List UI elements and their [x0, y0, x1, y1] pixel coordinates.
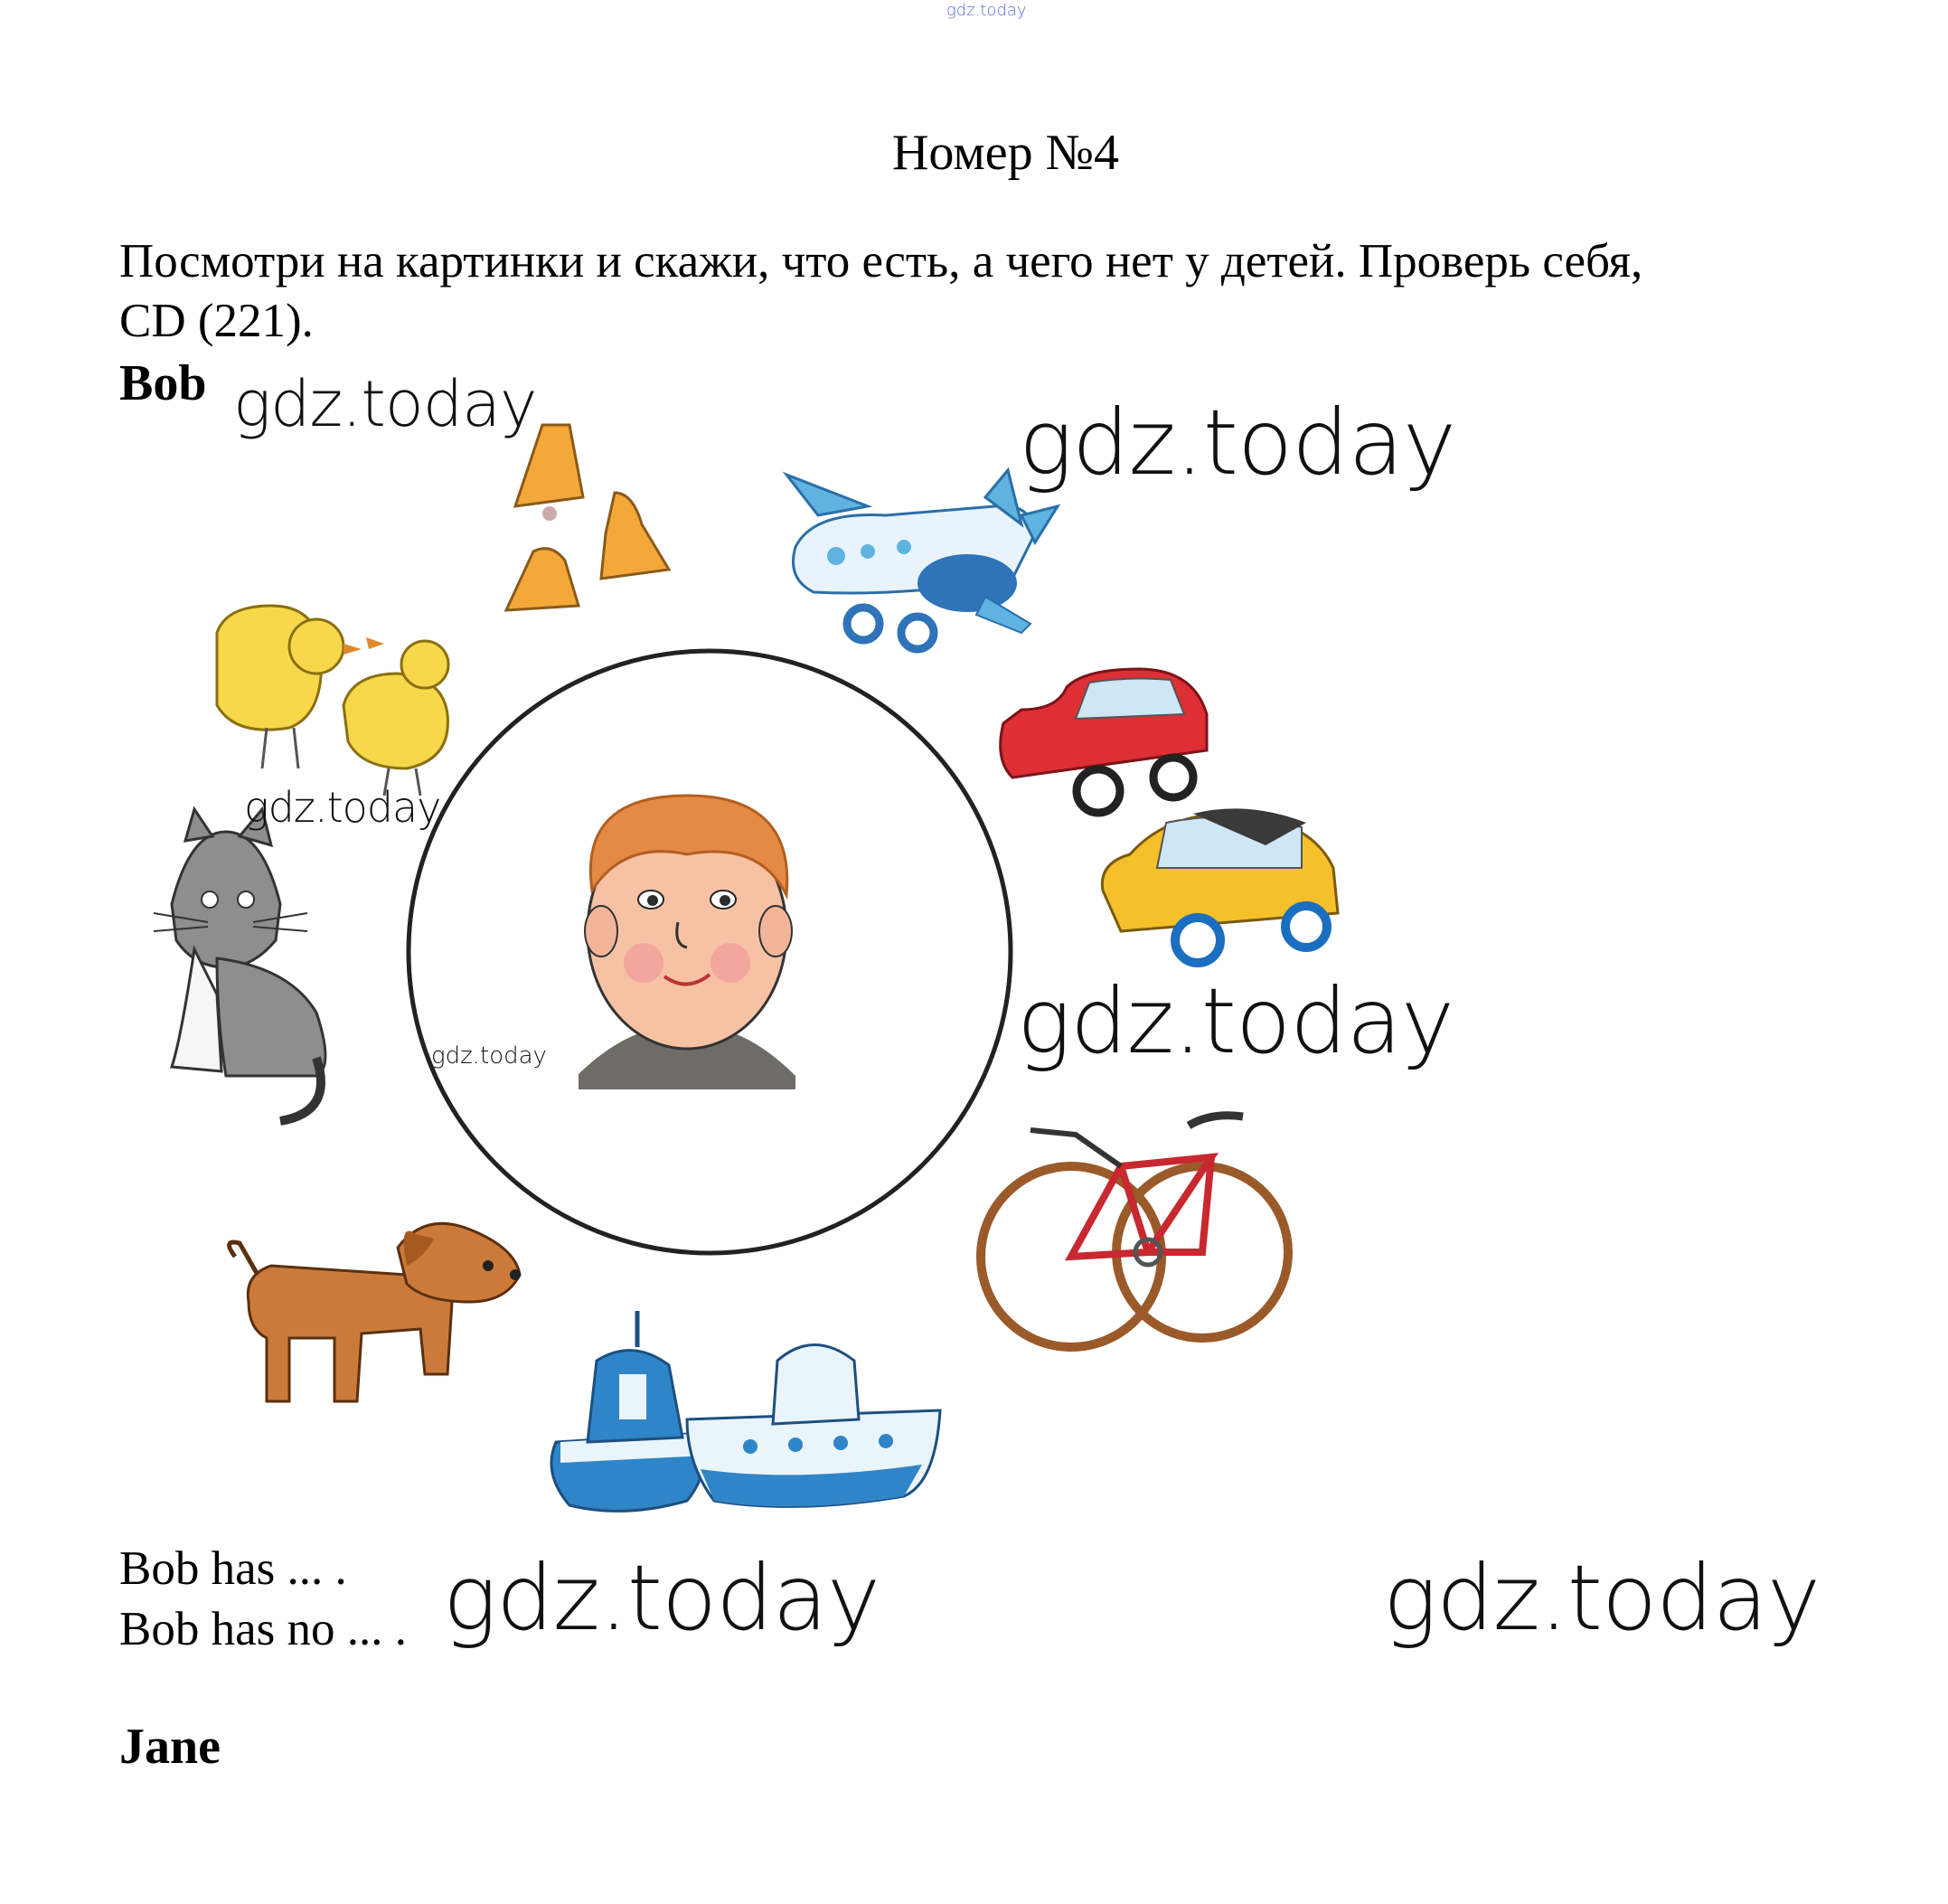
watermark-airplane: gdz.today [1019, 390, 1456, 495]
sentence-bob-has: Bob has ... . [119, 1542, 347, 1595]
yellow-car [1102, 808, 1338, 963]
sentence-bob-has-no: Bob has no ... . [119, 1603, 407, 1655]
dog [230, 1223, 521, 1401]
bicycle [981, 1116, 1288, 1347]
name-jane: Jane [119, 1719, 221, 1775]
boats [551, 1311, 940, 1511]
top-watermark: gdz.today [946, 1, 1027, 20]
watermark-face: gdz.today [431, 1042, 547, 1070]
bells [506, 425, 669, 610]
page-title: Номер №4 [891, 125, 1120, 181]
task-line-1: Посмотри на картинки и скажи, что есть, а чего нет у детей. Проверь себя, [119, 235, 1643, 287]
watermark-near-bob: gdz.today [233, 367, 537, 441]
name-bob: Bob [119, 355, 207, 411]
red-car [1001, 669, 1207, 813]
cat [154, 809, 325, 1121]
watermark-bottom-left: gdz.today [443, 1545, 880, 1651]
watermark-right-middle: gdz.today [1017, 968, 1454, 1074]
boy-portrait [579, 796, 795, 1089]
task-line-2: CD (221). [119, 295, 314, 347]
watermark-bottom-right: gdz.today [1383, 1545, 1821, 1651]
chicks [217, 606, 448, 796]
watermark-chicks: gdz.today [244, 783, 441, 832]
airplane [786, 470, 1058, 649]
